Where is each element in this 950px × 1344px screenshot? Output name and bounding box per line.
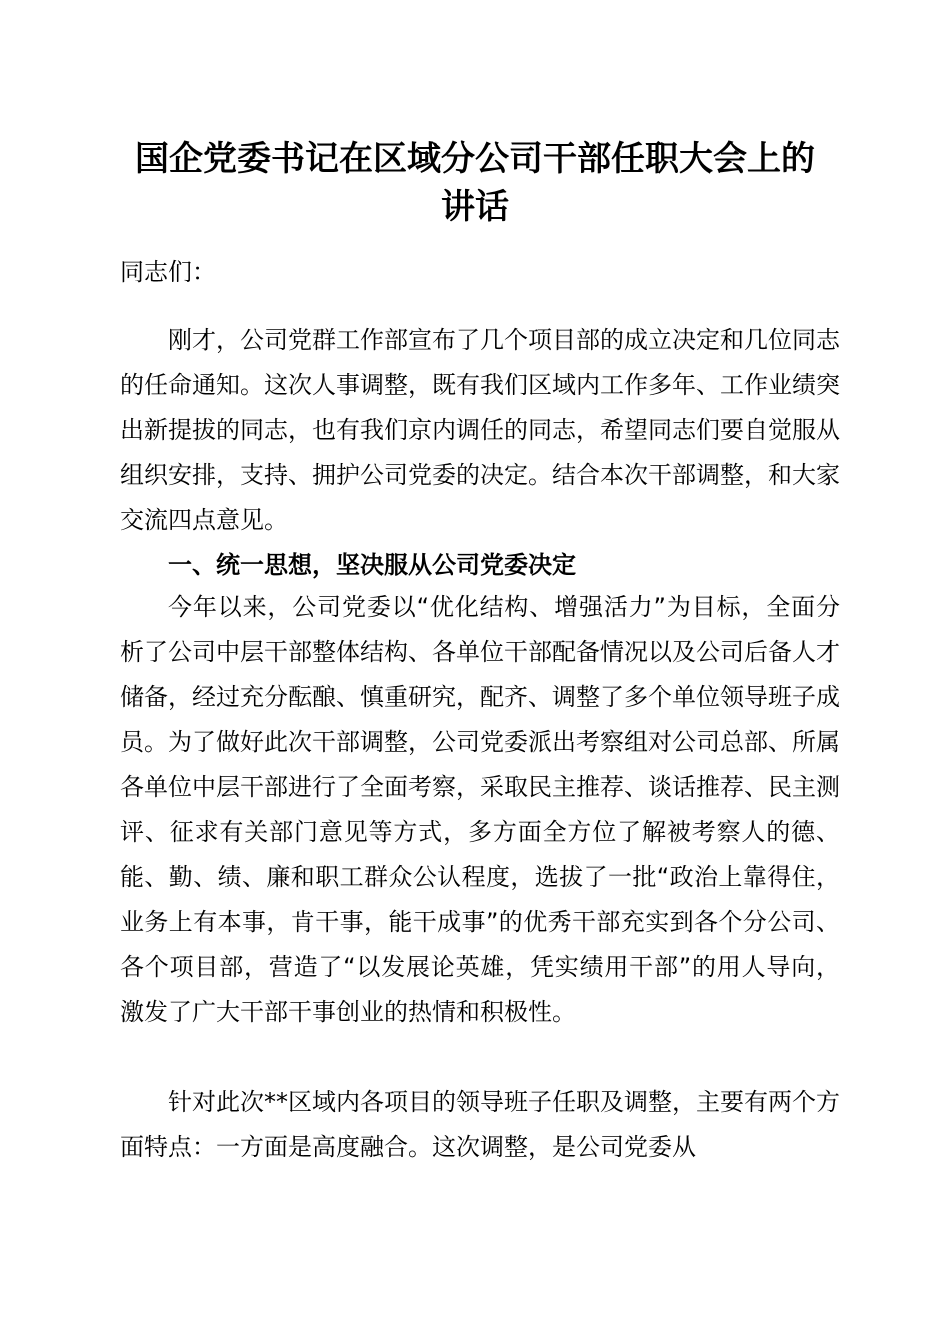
section-heading-1: 一、统一思想，坚决服从公司党委决定 [168,551,576,579]
paragraph-section1-2: 针对此次**区域内各项目的领导班子任职及调整，主要有两个方面特点：一方面是高度融合。这次调整，是公司党委从 [120,1088,840,1161]
paragraph-section1-1: 今年以来，公司党委以“优化结构、增强活力”为目标，全面分析了公司中层干部整体结构、各单位干部配备情况以及公司后备人才储备，经过充分酝酿、慎重研究，配齐、调整了多个单位领导班子成员。为了做好此次干部调整，公司党委派出考察组对公司总部、所属各单位中层干部进行了全面考察，采取民主推荐、谈话推荐、民主测评、征求有关部门意见等方式，多方面全方位了解被考察人的德、能、勤、绩、廉和职工群众公认程度，选拔了一批“政治上靠得住，业务上有本事，肯干事，能干成事”的优秀干部充实到各个分公司、各个项目部，营造了“以发展论英雄，凭实绩用干部”的用人导向，激发了广大干部干事创业的热情和积极性。 [120,593,840,1026]
document-title-line2: 讲话 [441,187,509,227]
paragraph-intro: 刚才，公司党群工作部宣布了几个项目部的成立决定和几位同志的任命通知。这次人事调整，既有我们区域内工作多年、工作业绩突出新提拔的同志，也有我们京内调任的同志，希望同志们要自觉服从组织安排，支持、拥护公司党委的决定。结合本次干部调整，和大家交流四点意见。 [120,326,840,534]
document-title-line1: 国企党委书记在区域分公司干部任职大会上的 [135,139,815,179]
salutation: 同志们： [120,258,216,286]
